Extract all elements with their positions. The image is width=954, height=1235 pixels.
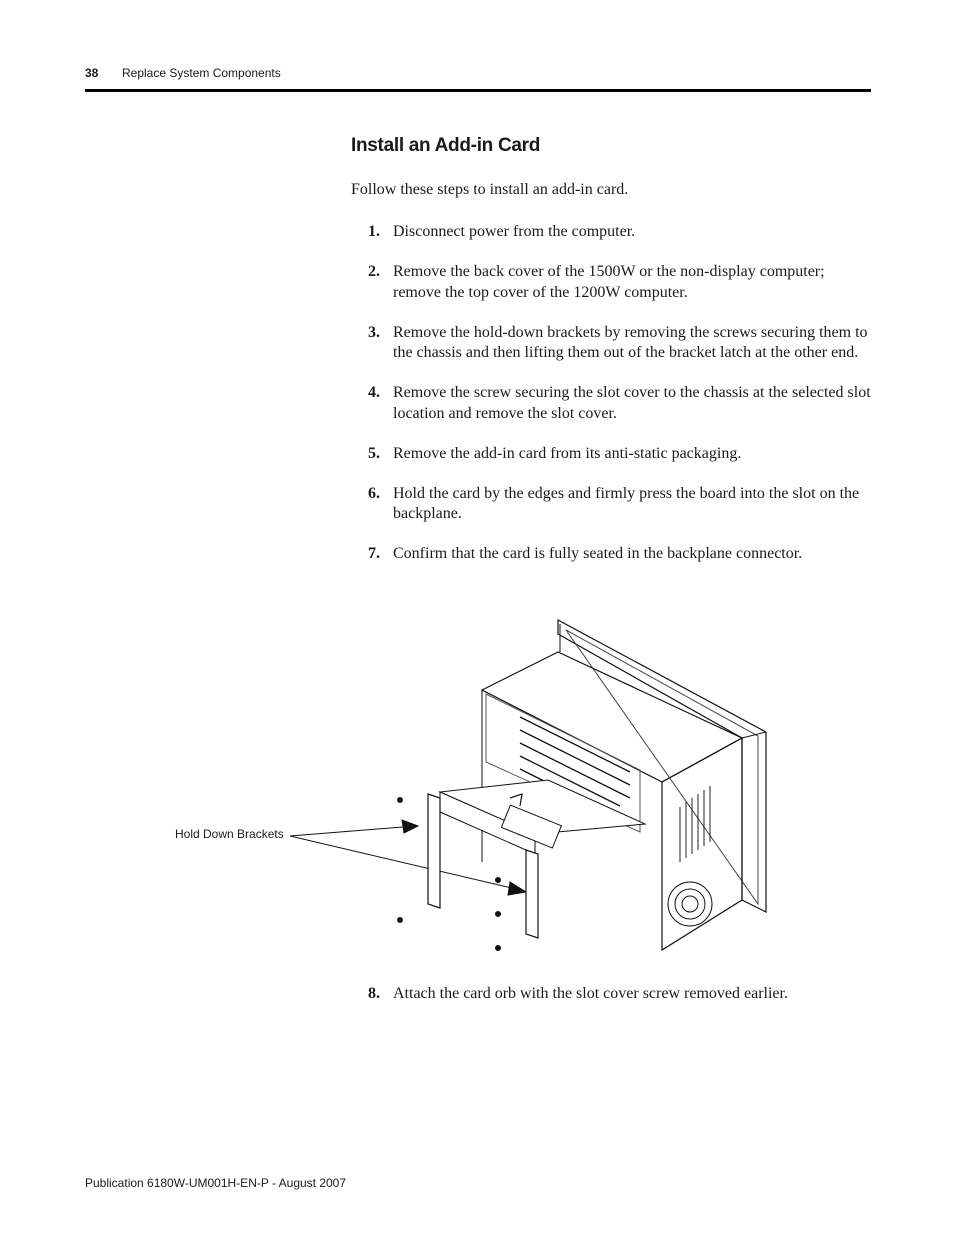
- step-item: [368, 544, 873, 565]
- section-title: Install an Add-in Card: [351, 135, 541, 156]
- step-item: [368, 383, 873, 424]
- figure-callout-label: Hold Down Brackets: [175, 827, 284, 841]
- step-item: [368, 984, 873, 1005]
- step-number: 3.: [368, 323, 380, 341]
- step-text: Remove the back cover of the 1500W or the non-display computer; remove the top cover of the 1200W computer.: [393, 263, 825, 301]
- step-text: Hold the card by the edges and firmly press the board into the slot on the backplane.: [393, 484, 860, 522]
- page-number: 38: [85, 66, 99, 80]
- step-number: 6.: [368, 484, 380, 502]
- steps-list: [368, 222, 873, 584]
- step-item: [368, 222, 873, 243]
- step-number: 7.: [368, 545, 380, 562]
- step-text: Confirm that the card is fully seated in the backplane connector.: [393, 545, 803, 562]
- step-item: [368, 444, 873, 465]
- step-number: 8.: [368, 985, 380, 1002]
- intro-text: Follow these steps to install an add-in card.: [351, 181, 629, 198]
- step-item: [368, 262, 873, 303]
- step-text: Remove the hold-down brackets by removing the screws securing them to the chassis and then lifting them out of the bracket latch at the other end.: [393, 323, 868, 361]
- step-number: 4.: [368, 384, 380, 401]
- step-text: Attach the card orb with the slot cover screw removed earlier.: [393, 985, 788, 1002]
- step-item: [368, 484, 873, 525]
- add-in-card: [440, 780, 645, 854]
- step-text: Remove the screw securing the slot cover to the chassis at the selected slot location and remove the slot cover.: [393, 384, 871, 422]
- step-text: Remove the add-in card from its anti-static packaging.: [393, 444, 742, 462]
- header-rule: [85, 89, 871, 92]
- side-vents: [680, 786, 710, 862]
- step-number: 2.: [368, 263, 380, 280]
- fan-grille: [668, 882, 712, 926]
- step-item: [368, 323, 873, 364]
- section-name: Replace System Components: [122, 66, 281, 80]
- step-number: 5.: [368, 444, 380, 462]
- computer-chassis-illustration: [290, 612, 780, 962]
- publication-footer: Publication 6180W-UM001H-EN-P - August 2007: [85, 1176, 347, 1190]
- step-number: 1.: [368, 223, 380, 240]
- step-text: Disconnect power from the computer.: [393, 223, 636, 240]
